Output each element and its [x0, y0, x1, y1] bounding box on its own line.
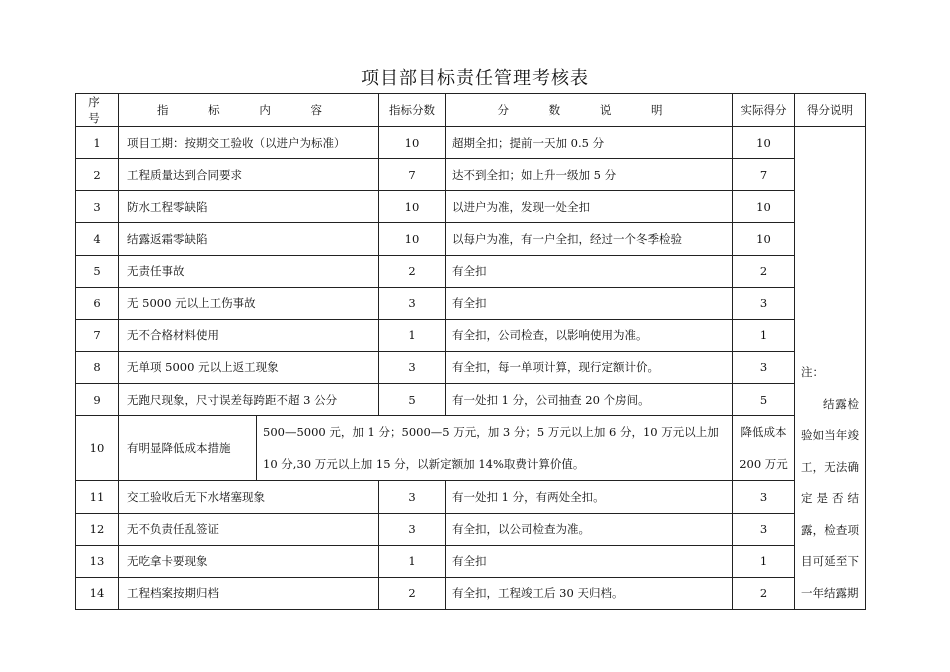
row-content: 项目工期：按期交工验收（以进户为标准） [119, 127, 379, 159]
table-row [76, 319, 866, 351]
header-content: 指 标 内 容 [119, 94, 379, 127]
row-desc: 以每户为准，有一户全扣，经过一个冬季检验 [446, 223, 733, 255]
row-content: 无责任事故 [119, 255, 379, 287]
header-no: 序 号 [76, 94, 119, 127]
row-desc: 有全扣 [446, 545, 733, 577]
row-score: 2 [379, 255, 446, 287]
table-row [76, 159, 866, 191]
row-content: 无吃拿卡要现象 [119, 545, 379, 577]
note-body: 结露检验如当年竣工，无法确定是否结露，检查项目可延至下一年结露期 [801, 396, 859, 600]
row-score: 10 [379, 223, 446, 255]
table-row [76, 545, 866, 577]
row-actual: 1 [733, 319, 795, 351]
row-content: 无跑尺现象，尺寸误差每跨距不超 3 公分 [119, 384, 379, 416]
row-score: 10 [379, 127, 446, 159]
header-desc: 分 数 说 明 [446, 94, 733, 127]
row-desc: 以进户为准，发现一处全扣 [446, 191, 733, 223]
row-actual: 3 [733, 287, 795, 319]
row-no: 14 [76, 577, 119, 609]
row-content: 无不负责任乱签证 [119, 513, 379, 545]
row-desc: 有全扣，工程竣工后 30 天归档。 [446, 577, 733, 609]
row-actual: 10 [733, 191, 795, 223]
row-score: 3 [379, 287, 446, 319]
row-desc: 500—5000 元，加 1 分；5000—5 万元，加 3 分；5 万元以上加 6 分，10 万元以上加 10 分,30 万元以上加 15 分，以新定额加 14%取费计算价值。 [257, 416, 733, 481]
table-row [76, 255, 866, 287]
row-no: 6 [76, 287, 119, 319]
row-content: 工程档案按期归档 [119, 577, 379, 609]
row-no: 4 [76, 223, 119, 255]
row-desc: 有全扣，公司检查，以影响使用为准。 [446, 319, 733, 351]
row-actual: 7 [733, 159, 795, 191]
row-no: 10 [76, 416, 119, 481]
row-desc: 有一处扣 1 分，有两处全扣。 [446, 481, 733, 513]
row-no: 8 [76, 351, 119, 383]
row-score: 10 [379, 191, 446, 223]
table-row-cost [76, 416, 866, 481]
row-score: 5 [379, 384, 446, 416]
row-actual: 1 [733, 545, 795, 577]
assessment-table [75, 93, 866, 610]
page-title: 项目部目标责任管理考核表 [361, 68, 589, 89]
row-desc: 有全扣，以公司检查为准。 [446, 513, 733, 545]
header-actual: 实际得分 [733, 94, 795, 127]
row-score: 3 [379, 351, 446, 383]
note-head: 注： [801, 365, 824, 379]
row-desc: 达不到全扣；如上升一级加 5 分 [446, 159, 733, 191]
row-no: 5 [76, 255, 119, 287]
table-row [76, 577, 866, 609]
row-content: 无 5000 元以上工伤事故 [119, 287, 379, 319]
row-desc: 超期全扣；提前一天加 0.5 分 [446, 127, 733, 159]
row-content: 结露返霜零缺陷 [119, 223, 379, 255]
header-remark: 得分说明 [795, 94, 866, 127]
row-no: 2 [76, 159, 119, 191]
row-actual: 3 [733, 351, 795, 383]
row-content: 工程质量达到合同要求 [119, 159, 379, 191]
table-row [76, 287, 866, 319]
row-score: 3 [379, 513, 446, 545]
row-desc: 有全扣 [446, 287, 733, 319]
row-score: 2 [379, 577, 446, 609]
remark-note [795, 127, 866, 610]
row-no: 3 [76, 191, 119, 223]
row-content: 交工验收后无下水堵塞现象 [119, 481, 379, 513]
row-content: 无单项 5000 元以上返工现象 [119, 351, 379, 383]
row-desc: 有全扣 [446, 255, 733, 287]
row-actual: 10 [733, 223, 795, 255]
row-no: 11 [76, 481, 119, 513]
row-actual: 5 [733, 384, 795, 416]
table-row [76, 513, 866, 545]
row-no: 7 [76, 319, 119, 351]
table-row [76, 481, 866, 513]
row-actual: 降低成本 200 万元 [733, 416, 795, 481]
table-row [76, 223, 866, 255]
row-score: 1 [379, 545, 446, 577]
header-row [76, 94, 866, 127]
row-score: 1 [379, 319, 446, 351]
row-no: 1 [76, 127, 119, 159]
row-content: 防水工程零缺陷 [119, 191, 379, 223]
row-content: 有明显降低成本措施 [119, 416, 257, 481]
table-row [76, 351, 866, 383]
row-score: 3 [379, 481, 446, 513]
row-actual: 2 [733, 577, 795, 609]
table-row [76, 127, 866, 159]
row-desc: 有一处扣 1 分，公司抽查 20 个房间。 [446, 384, 733, 416]
table-row [76, 384, 866, 416]
row-actual: 2 [733, 255, 795, 287]
row-actual: 10 [733, 127, 795, 159]
row-content: 无不合格材料使用 [119, 319, 379, 351]
table-row [76, 191, 866, 223]
row-score: 7 [379, 159, 446, 191]
row-actual: 3 [733, 513, 795, 545]
row-no: 12 [76, 513, 119, 545]
row-desc: 有全扣，每一单项计算，现行定额计价。 [446, 351, 733, 383]
header-score: 指标分数 [379, 94, 446, 127]
row-no: 13 [76, 545, 119, 577]
row-no: 9 [76, 384, 119, 416]
row-actual: 3 [733, 481, 795, 513]
